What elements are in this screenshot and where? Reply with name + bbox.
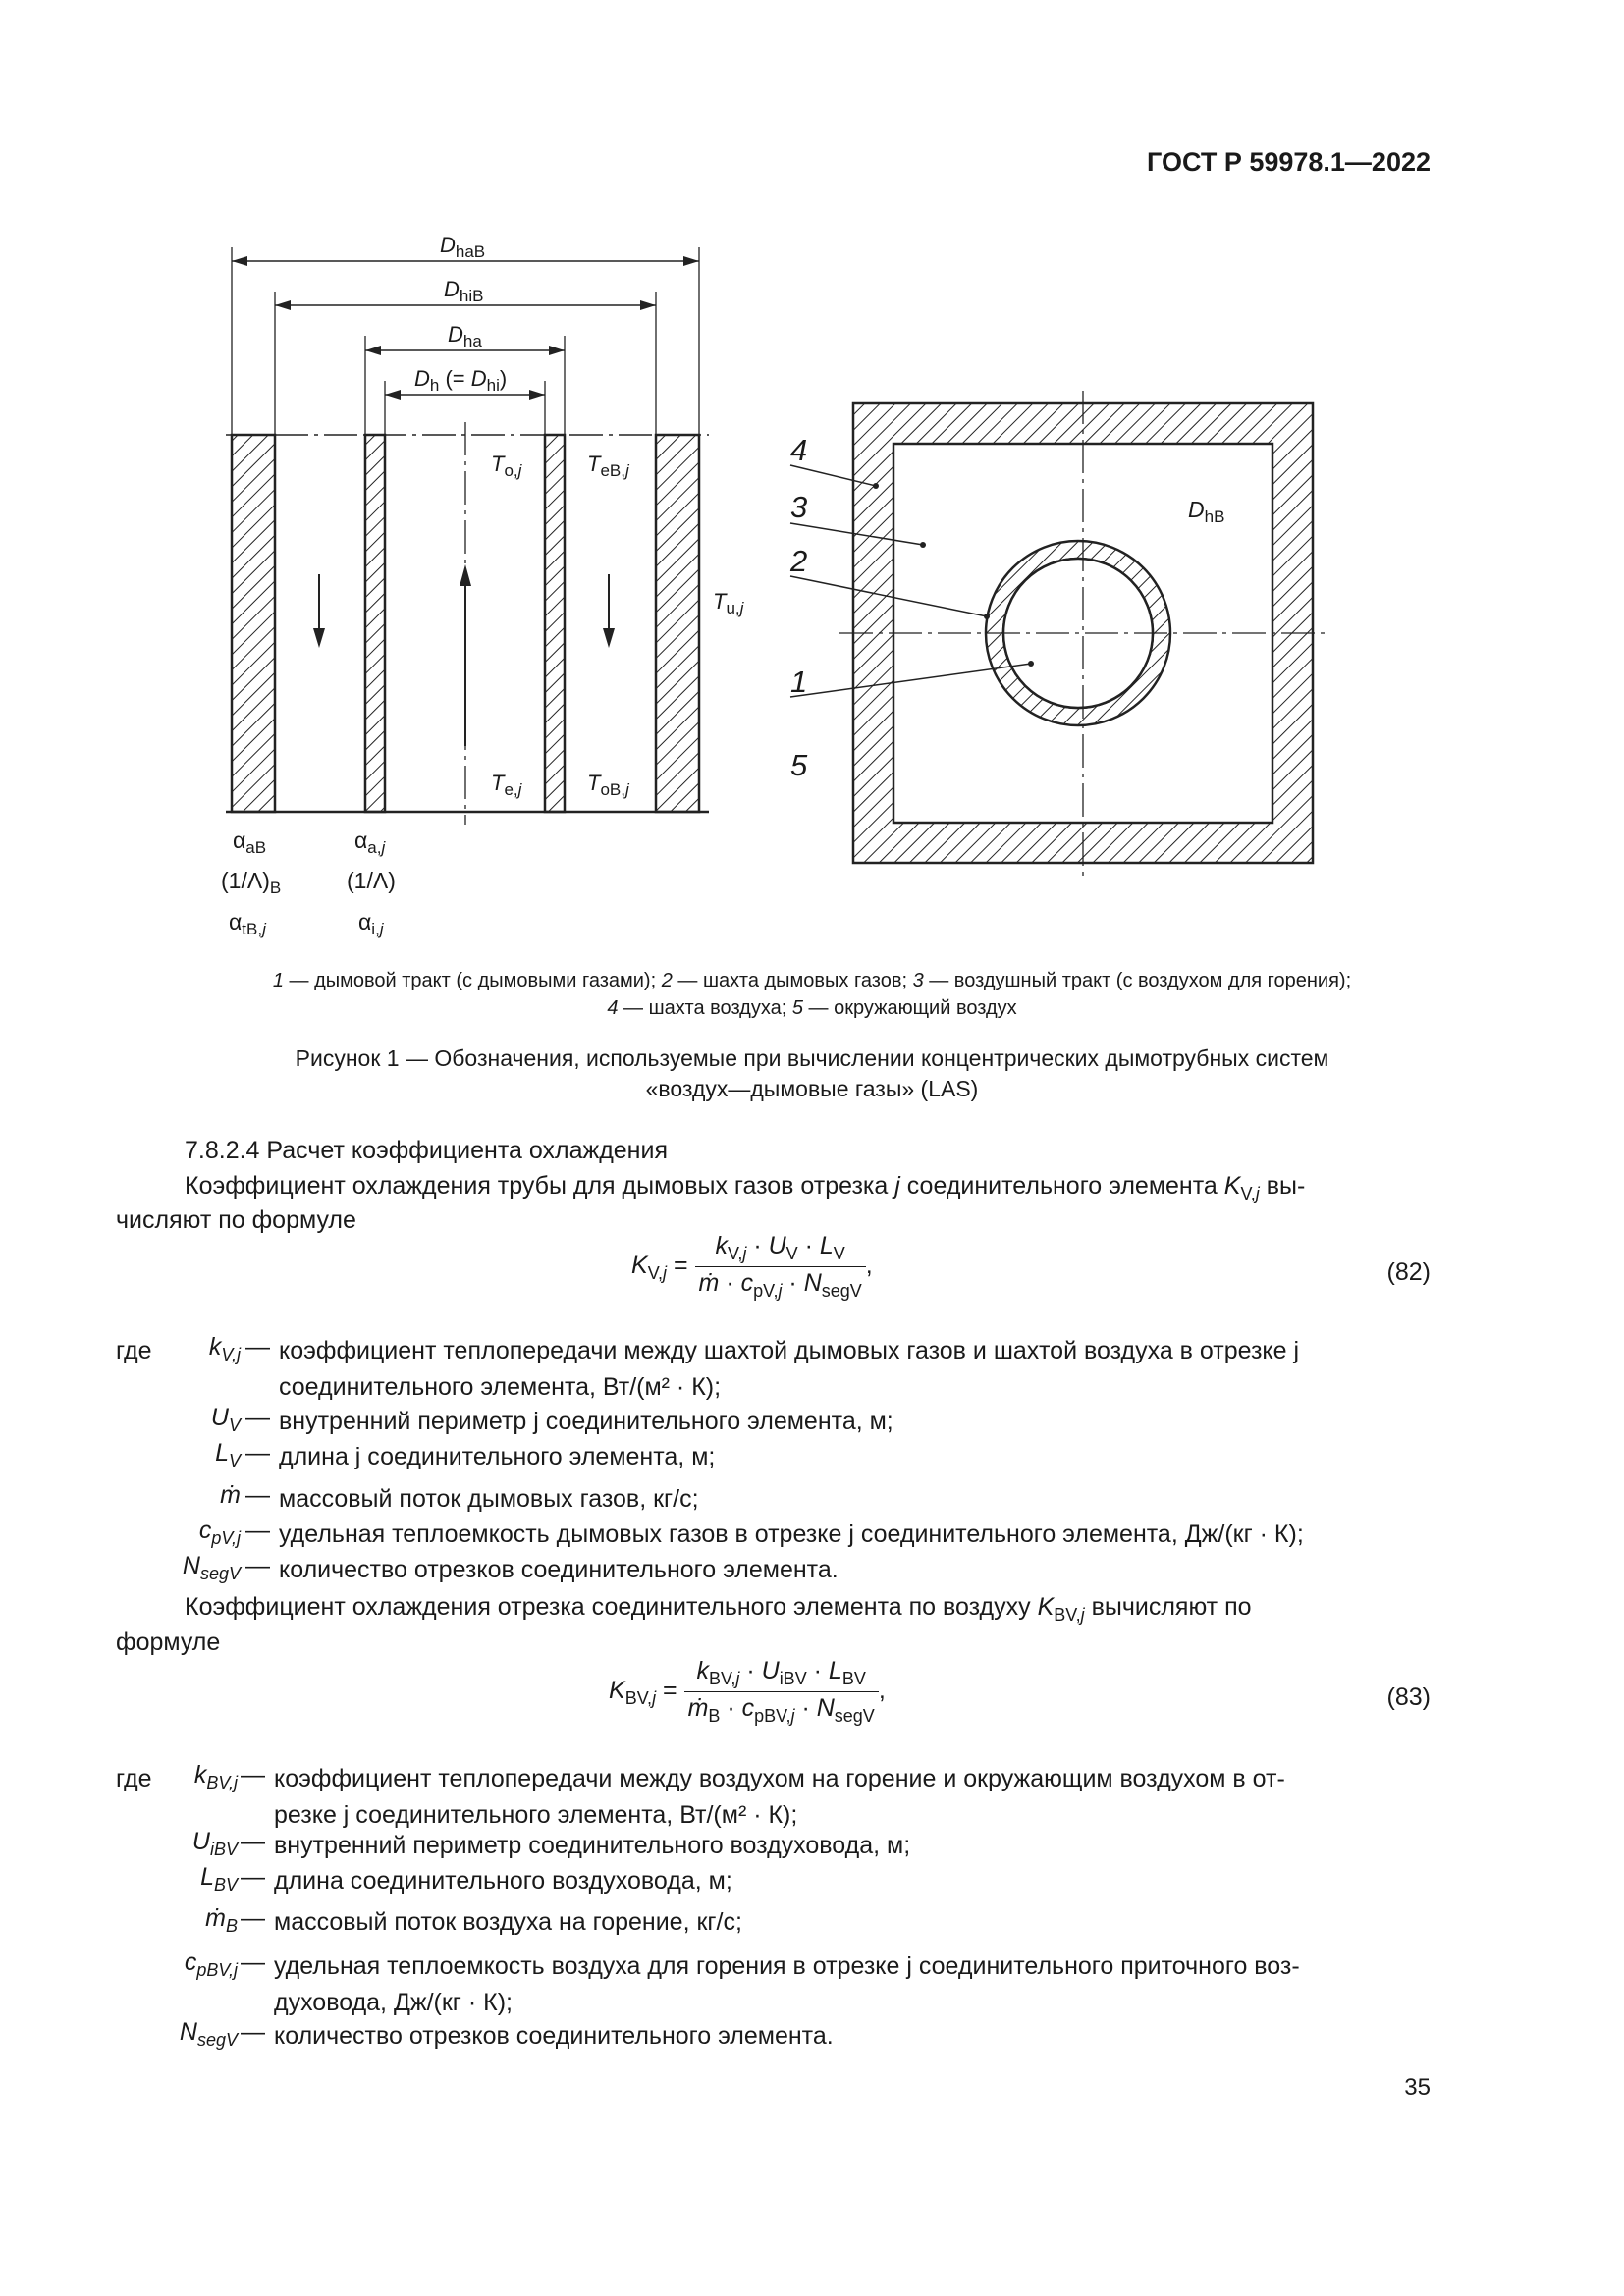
def83-symbol-k: $k_{BV,j}$ xyxy=(193,1761,238,1792)
def82-text-u: внутренний периметр j соединительного элемента, м; xyxy=(279,1408,893,1435)
equation-82-number: (82) xyxy=(1386,1258,1431,1286)
def82-text-n: количество отрезков соединительного элемента. xyxy=(279,1556,839,1583)
intro-paragraph-line-1: Коэффициент охлаждения трубы для дымовых газов отрезка j соединительного элемента $K_{V,j}$ вы- xyxy=(185,1172,1306,1203)
equation-82: $K_{V,j}$ = $\frac{k_{V,j} \cdot U_V \cdot L_V}{ṁ \cdot c_{pV,j} \cdot N_{segV}}$ , xyxy=(631,1232,873,1301)
def83-symbol-mdot: ṁ$_B$ xyxy=(205,1904,238,1936)
outer-wall-right xyxy=(656,435,699,812)
cross-section xyxy=(790,391,1327,877)
def82-text-l: длина j соединительного элемента, м; xyxy=(279,1443,716,1470)
callout-4: 4 xyxy=(790,433,808,467)
label-t-ej: $T_{e,}j$ xyxy=(491,771,522,799)
def83-text-mdot: массовый поток воздуха на горение, кг/с; xyxy=(274,1908,742,1936)
def83-text-k: коэффициент теплопередачи между воздухом на горение и окружающим воздухом в от- резке j соединительного элемента, Вт/(м² · К); xyxy=(274,1765,1285,1829)
def82-symbol-n: $N_{segV}$ xyxy=(182,1552,241,1583)
def82-text-mdot: массовый поток дымовых газов, кг/с; xyxy=(279,1485,699,1513)
def82-symbol-k: $k_{V,j}$ xyxy=(208,1333,241,1364)
def83-dash: — xyxy=(241,1863,265,1891)
label-t-obj: $T_{oB,}j$ xyxy=(587,771,629,799)
def83-dash: — xyxy=(241,1904,265,1932)
figure-legend-line-2: 4 — шахта воздуха; 5 — окружающий воздух xyxy=(607,997,1017,1019)
figure-caption-line-1: Рисунок 1 — Обозначения, используемые при вычислении концентрических дымотрубных систем xyxy=(295,1045,1329,1071)
callout-5: 5 xyxy=(790,748,808,782)
def82-dash: — xyxy=(245,1333,270,1361)
def82-symbol-c: $c_{pV,j}$ xyxy=(198,1517,241,1548)
def82-text-c: удельная теплоемкость дымовых газов в отрезке j соединительного элемента, Дж/(кг · К); xyxy=(279,1521,1304,1548)
label-dhb: $D_{hB}$ xyxy=(1188,497,1225,526)
callout-2: 2 xyxy=(790,544,808,578)
dim-label-dhib: $D_{hiB}$ xyxy=(444,277,484,305)
callout-1: 1 xyxy=(790,665,808,699)
label-alpha-ij: $\alpha_{i,}j$ xyxy=(358,909,384,938)
def83-dash: — xyxy=(241,1828,265,1855)
def83-text-n: количество отрезков соединительного элемента. xyxy=(274,2022,834,2050)
def83-dash: — xyxy=(241,1761,265,1789)
figure-legend-line-1: 1 — дымовой тракт (с дымовыми газами); 2 — шахта дымовых газов; 3 — воздушный тракт (с воздухом для горения); xyxy=(272,970,1352,991)
def83-symbol-c: $c_{pBV,j}$ xyxy=(184,1949,238,1980)
dim-label-dha: $D_{ha}$ xyxy=(448,322,482,350)
def82-dash: — xyxy=(245,1481,270,1509)
def83-dash: — xyxy=(241,2018,265,2046)
def83-symbol-l: $L_{BV}$ xyxy=(200,1863,238,1895)
intro-paragraph-line-2: числяют по формуле xyxy=(116,1206,356,1234)
def83-symbol-u: $U_{iBV}$ xyxy=(191,1828,238,1859)
intro2-paragraph-line-1: Коэффициент охлаждения отрезка соединительного элемента по воздуху $K_{BV,j}$ вычисляют по xyxy=(185,1593,1252,1625)
def82-symbol-mdot: ṁ xyxy=(220,1481,241,1509)
intro2-paragraph-line-2: формуле xyxy=(116,1629,221,1656)
callout-3: 3 xyxy=(790,490,808,524)
equation-83: $K_{BV,j}$ = $\frac{k_{BV,j} \cdot U_{iBV} \cdot L_{BV}}{ṁ_B \cdot c_{pBV,j} \cdot N_{segV}}$ , xyxy=(609,1657,886,1726)
label-lambda: (1/Λ) xyxy=(347,868,396,893)
where-label: где xyxy=(116,1765,152,1792)
dim-label-dh: $D_h$ (= $D_{hi}$) xyxy=(414,366,508,395)
def82-symbol-u: $U_V$ xyxy=(210,1404,241,1435)
def82-dash: — xyxy=(245,1552,270,1579)
label-alpha-ab: $\alpha_{aB}$ xyxy=(233,828,267,857)
label-t-uj: $T_{u,}j$ xyxy=(713,589,744,617)
def82-dash: — xyxy=(245,1404,270,1431)
def82-dash: — xyxy=(245,1439,270,1467)
def83-symbol-n: $N_{segV}$ xyxy=(179,2018,238,2050)
def82-text-k: коэффициент теплопередачи между шахтой дымовых газов и шахтой воздуха в отрезке j соединительного элемента, Вт/(м² · К); xyxy=(279,1337,1300,1401)
def83-text-l: длина соединительного воздуховода, м; xyxy=(274,1867,732,1895)
def83-dash: — xyxy=(241,1949,265,1976)
outer-wall-left xyxy=(232,435,275,812)
inner-wall-left xyxy=(365,435,385,812)
label-alpha-aj: $\alpha_{a,}j$ xyxy=(354,828,386,857)
label-alpha-tbj: $\alpha_{tB,}j$ xyxy=(229,909,266,938)
def82-dash: — xyxy=(245,1517,270,1544)
label-t-oj: $T_{o,}j$ xyxy=(491,452,522,480)
figure-drawing xyxy=(0,0,1624,982)
label-t-ebj: $T_{eB,}j$ xyxy=(587,452,629,480)
equation-83-number: (83) xyxy=(1386,1683,1431,1711)
dim-label-dhab: $D_{haB}$ xyxy=(440,233,486,261)
def83-text-u: внутренний периметр соединительного воздуховода, м; xyxy=(274,1832,911,1859)
flow-arrows xyxy=(313,564,615,746)
section-heading: 7.8.2.4 Расчет коэффициента охлаждения xyxy=(185,1137,668,1164)
page-number: 35 xyxy=(1404,2074,1431,2101)
label-lambda-b: $(1/\Lambda)_B$ xyxy=(221,868,282,897)
document-number: ГОСТ Р 59978.1—2022 xyxy=(1147,147,1431,177)
def83-text-c: удельная теплоемкость воздуха для горения в отрезке j соединительного приточного воз- духовода, Дж/(кг · К); xyxy=(274,1952,1300,2016)
inner-wall-right xyxy=(545,435,565,812)
figure-caption-line-2: «воздух—дымовые газы» (LAS) xyxy=(645,1076,979,1101)
where-label: где xyxy=(116,1337,152,1364)
def82-symbol-l: $L_V$ xyxy=(215,1439,241,1470)
